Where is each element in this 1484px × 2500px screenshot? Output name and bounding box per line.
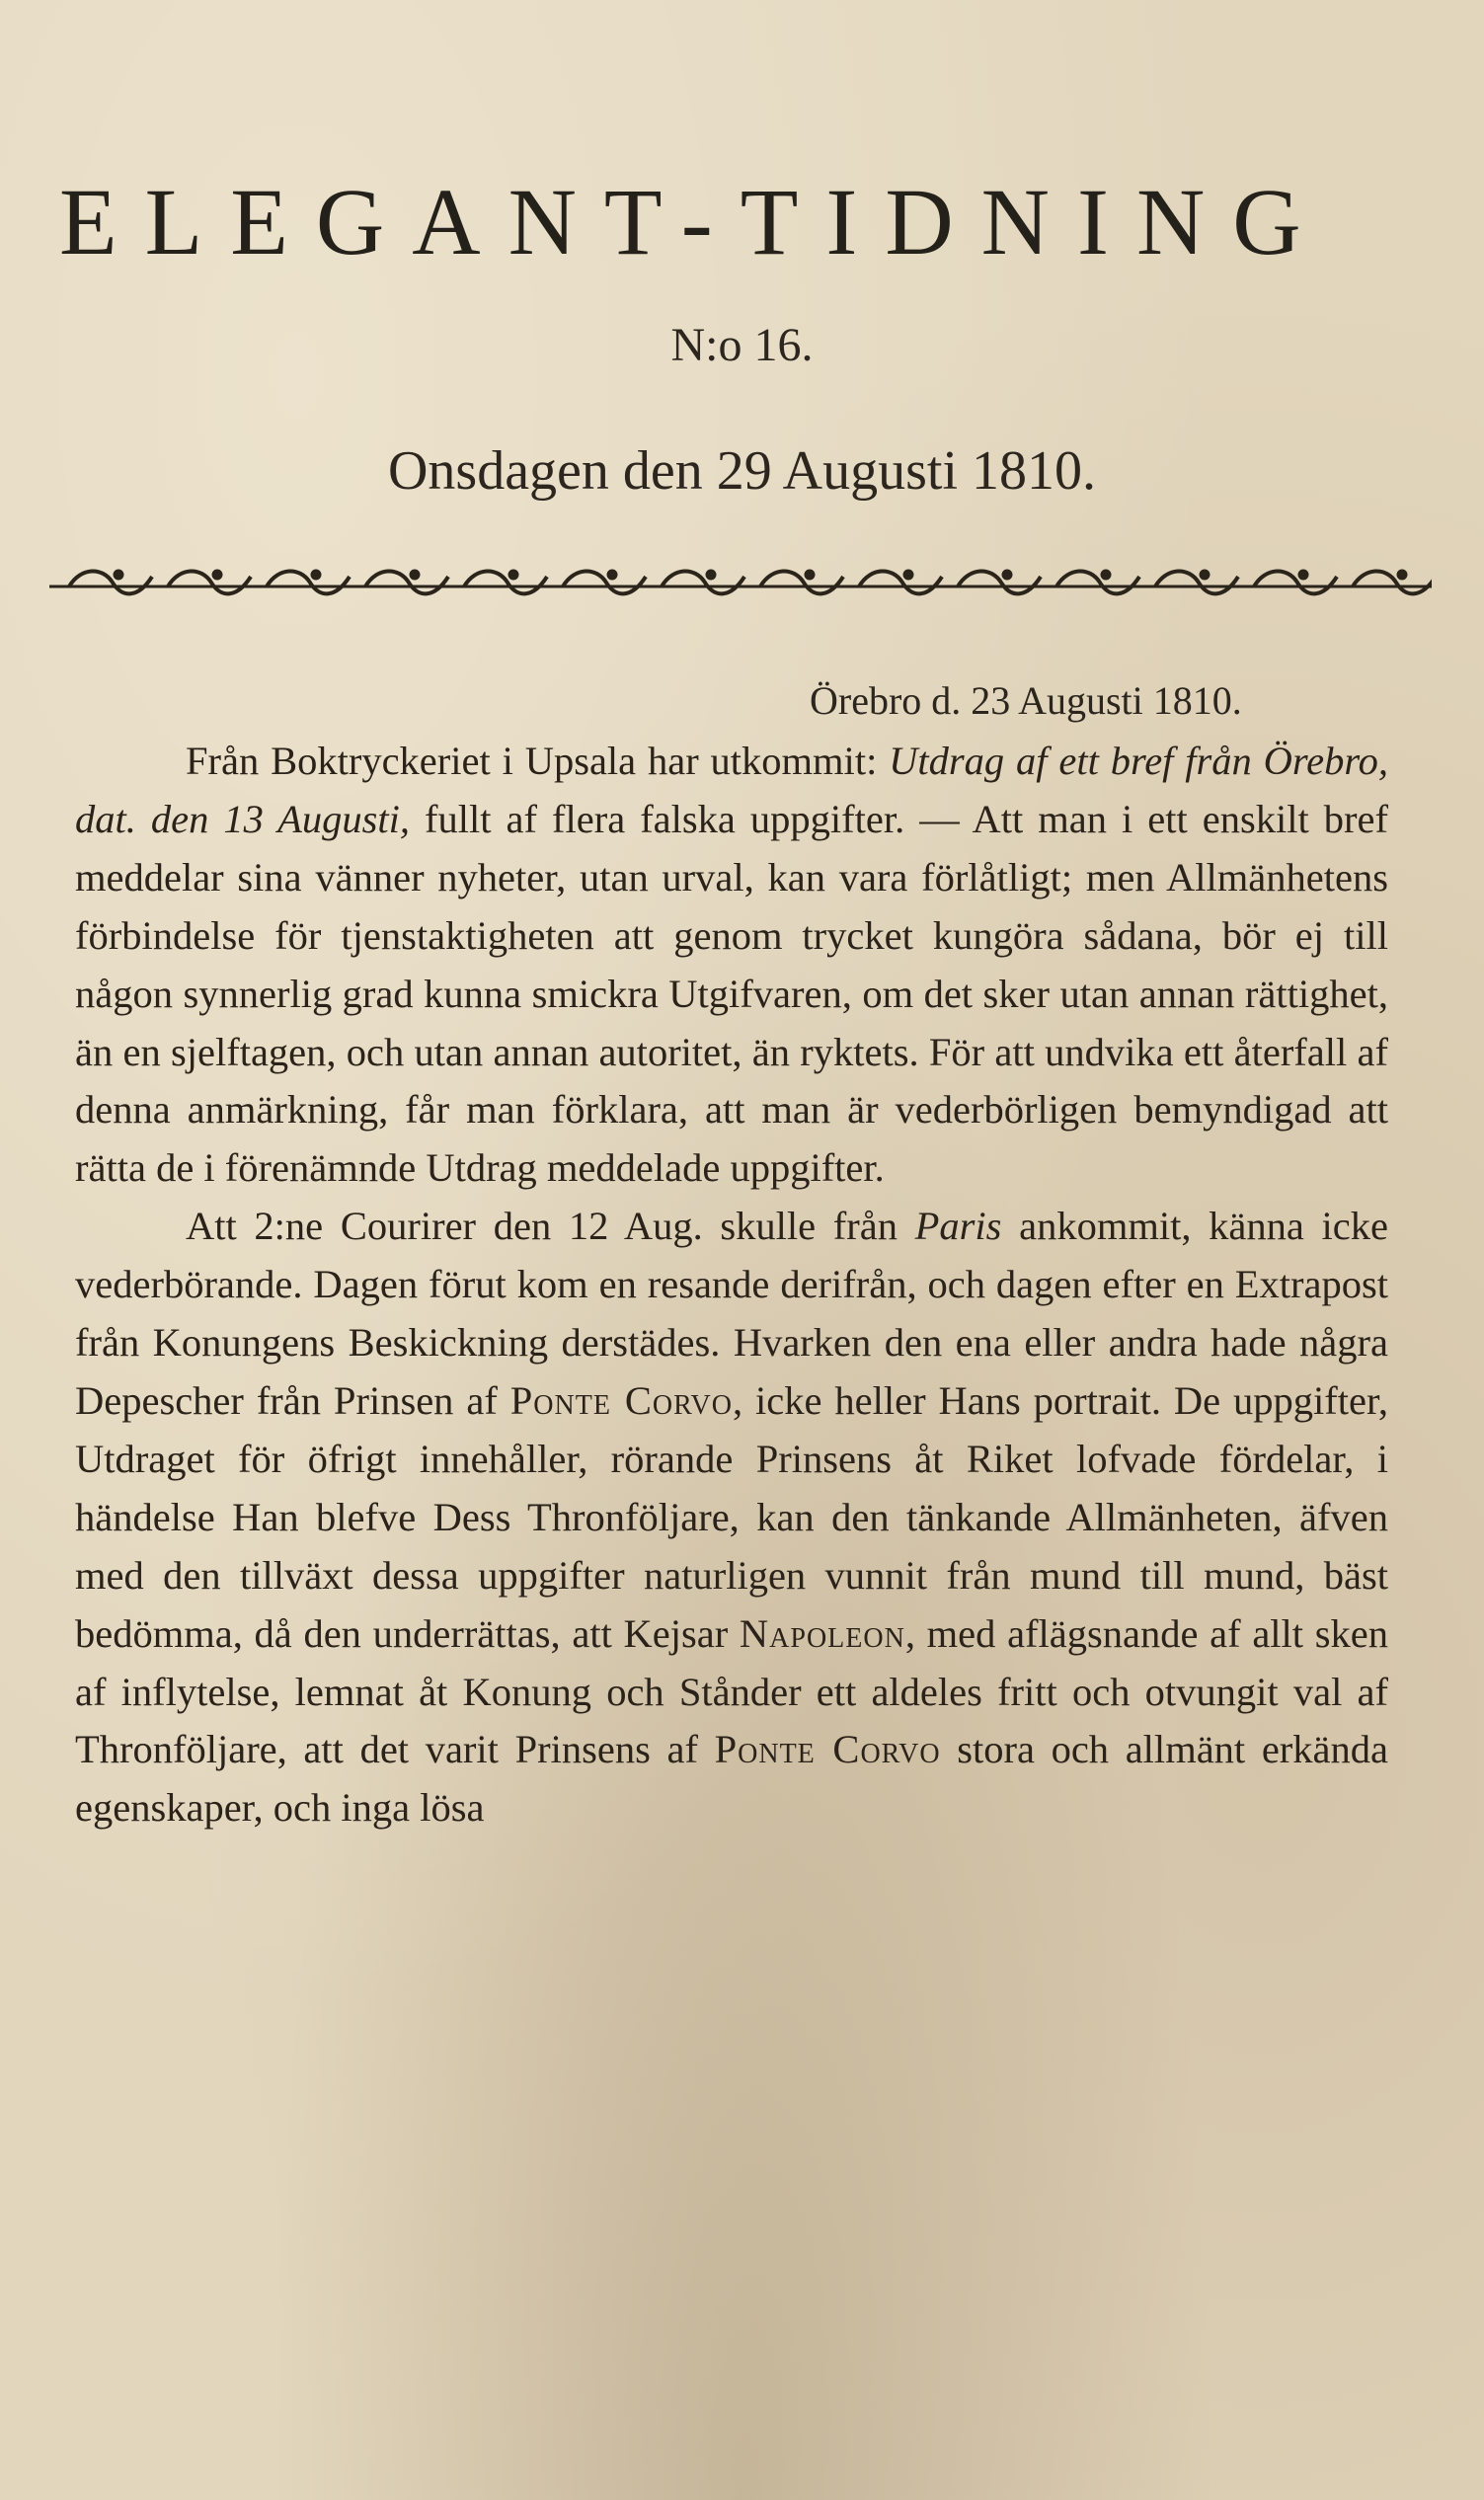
ornament-dot: [312, 571, 320, 579]
publication-date: Onsdagen den 29 Augusti 1810.: [387, 440, 1097, 502]
ornament-dot: [608, 571, 616, 579]
ornament-scroll: [1254, 571, 1337, 593]
ornament-dot: [115, 571, 122, 579]
p2-ponte-corvo-1: Ponte Corvo: [509, 1377, 733, 1423]
ornament-scroll: [1353, 571, 1432, 593]
masthead-title: ELEGANT-TIDNING: [59, 169, 1329, 274]
article-dateline: Örebro d. 23 Augusti 1810.: [810, 678, 1242, 723]
p2-text-a: Att 2:ne Courirer den 12 Aug. skulle från: [186, 1204, 915, 1249]
ornament-dot: [509, 571, 517, 579]
ornament-scroll: [365, 571, 448, 593]
ornament-scroll: [563, 571, 646, 593]
p2-napoleon: Napoleon: [739, 1610, 905, 1656]
ornament-dot: [1398, 571, 1406, 579]
ornament-dot: [1102, 571, 1110, 579]
ornament-dot: [707, 571, 715, 579]
ornament-dot: [1299, 571, 1307, 579]
p2-text-c: , icke heller Hans portrait. De uppgifter, Utdraget för öfrigt innehåller, rörande Prinsens åt Riket lofvade fördelar, i händelse Han blefve Dess Thronföljare, kan den tänkande Allmänheten, äfven med den tillväxt dessa uppgifter naturligen vunnit från mund till mund, bäst bedömma, då den underrättas, att Kejsar: [75, 1377, 1388, 1656]
ornament-scroll: [267, 571, 350, 593]
p2-text-e: stora och allmänt erkända egenskaper, och inga lösa: [75, 1727, 1388, 1831]
ornament-scroll: [760, 571, 843, 593]
ornament-scroll: [1056, 571, 1139, 593]
ornament-scroll: [958, 571, 1041, 593]
p1-text-a: Från Boktryckeriet i Upsala har utkommit:: [186, 739, 890, 783]
ornament-dot: [806, 571, 814, 579]
p2-paris-italic: Paris: [914, 1204, 1002, 1249]
ornament-dot: [904, 571, 912, 579]
p1-text-b: fullt af flera falska uppgifter. — Att man i ett enskilt bref meddelar sina vänner nyheter, utan urval, kan vara förlåtligt; men Allmänhetens förbindelse för tjenstaktigheten att genom trycket kungöra sådana, bör ej till någon synnerlig grad kunna smickra Utgifvaren, om det sker utan annan rättighet, än en sjelftagen, och utan annan autoritet, än ryktets. För att undvika ett återfall af denna anmärkning, får man förklara, att man är vederbörligen bemyndigad att rätta de i förenämnde Utdrag meddelade uppgifter.: [75, 796, 1388, 1191]
p2-text-d: , med aflägsnande af allt sken af inflytelse, lemnat åt Konung och Stånder ett aldeles fritt och otvungit val af Thronföljare, att det varit Prinsens af: [75, 1610, 1388, 1772]
article-body: [75, 733, 1388, 1837]
ornament-dot: [1201, 571, 1209, 579]
ornament-scroll: [69, 571, 152, 593]
ornament-scroll: [168, 571, 251, 593]
ornament-scroll: [662, 571, 744, 593]
ornamental-rule: [49, 563, 1432, 602]
article-paragraph-1: [75, 733, 1388, 1198]
ornament-dot: [1003, 571, 1011, 579]
issue-number: N:o 16.: [670, 319, 814, 371]
p2-text-b: ankommit, känna icke vederbörande. Dagen förut kom en resande derifrån, och dagen efter en Extrapost från Konungens Beskickning derstädes. Hvarken den ena eller andra hade några Depescher från Prinsen af: [75, 1204, 1388, 1423]
ornament-scroll: [1155, 571, 1238, 593]
ornament-dot: [411, 571, 419, 579]
p1-title-italic: Utdrag af ett bref från Örebro, dat. den 13 Augusti,: [75, 739, 1388, 841]
ornament-scroll: [859, 571, 942, 593]
ornament-scroll: [464, 571, 547, 593]
p2-ponte-corvo-2: Ponte Corvo: [714, 1727, 941, 1772]
article-paragraph-2: [75, 1198, 1388, 1837]
ornament-dot: [213, 571, 221, 579]
